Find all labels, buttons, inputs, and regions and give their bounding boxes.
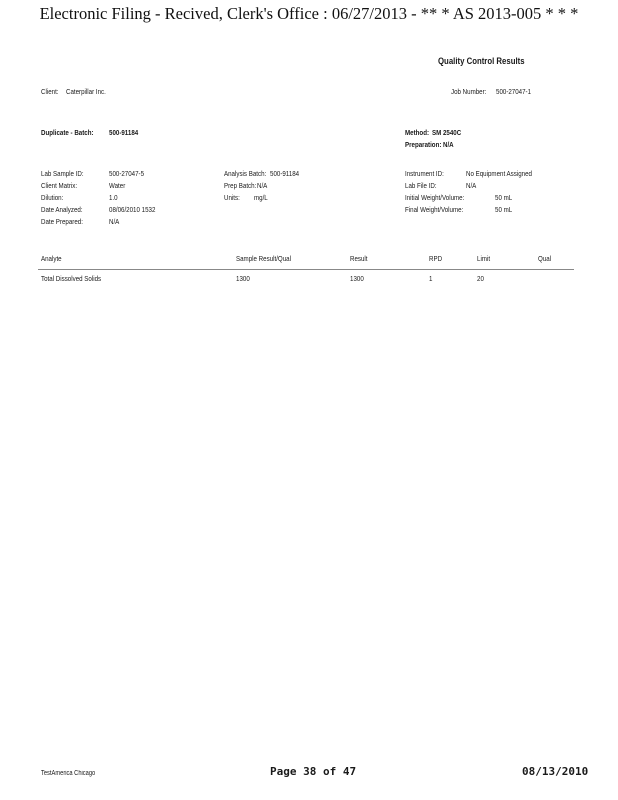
dilution-value: 1.0 xyxy=(109,193,118,202)
dilution-label: Dilution: xyxy=(41,193,64,202)
electronic-filing-header: Electronic Filing - Recived, Clerk's Office : 06/27/2013 - ** * AS 2013-005 * * * xyxy=(39,4,579,23)
cell-analyte: Total Dissolved Solids xyxy=(41,274,102,283)
method-value: SM 2540C xyxy=(432,128,462,137)
cell-limit: 20 xyxy=(477,274,484,283)
date-analyzed-value: 08/06/2010 1532 xyxy=(109,205,156,214)
initial-volume-label: Initial Weight/Volume: xyxy=(405,193,465,202)
prep-batch-label: Prep Batch: xyxy=(224,181,257,190)
final-volume-value: 50 mL xyxy=(495,205,513,214)
job-number-value: 500-27047-1 xyxy=(496,87,532,96)
initial-volume-value: 50 mL xyxy=(495,193,513,202)
footer-lab-name: TestAmerica Chicago xyxy=(41,770,96,777)
client-label: Client: xyxy=(41,87,59,96)
date-prepared-label: Date Prepared: xyxy=(41,217,83,226)
preparation-label: Preparation: xyxy=(405,140,442,149)
header-rpd: RPD xyxy=(429,254,443,263)
method-label: Method: xyxy=(405,128,430,137)
lab-file-id-value: N/A xyxy=(466,181,477,190)
date-prepared-value: N/A xyxy=(109,217,120,226)
units-label: Units: xyxy=(224,193,240,202)
client-value: Caterpillar Inc. xyxy=(66,87,106,96)
instrument-id-label: Instrument ID: xyxy=(405,169,444,178)
header-analyte: Analyte xyxy=(41,254,62,263)
job-number-label: Job Number: xyxy=(451,87,487,96)
batch-label: Duplicate - Batch: xyxy=(41,128,94,137)
header-qual: Qual xyxy=(538,254,552,263)
table-header-rule xyxy=(38,269,574,270)
client-matrix-label: Client Matrix: xyxy=(41,181,78,190)
lab-file-id-label: Lab File ID: xyxy=(405,181,437,190)
instrument-id-value: No Equipment Assigned xyxy=(466,169,532,178)
cell-result: 1300 xyxy=(350,274,364,283)
analysis-batch-value: 500-91184 xyxy=(270,169,300,178)
units-value: mg/L xyxy=(254,193,268,202)
lab-sample-id-label: Lab Sample ID: xyxy=(41,169,84,178)
header-sample-result: Sample Result/Qual xyxy=(236,254,291,263)
batch-value: 500-91184 xyxy=(109,128,139,137)
prep-batch-value: N/A xyxy=(257,181,268,190)
client-matrix-value: Water xyxy=(109,181,126,190)
header-limit: Limit xyxy=(477,254,491,263)
final-volume-label: Final Weight/Volume: xyxy=(405,205,464,214)
footer-date: 08/13/2010 xyxy=(522,765,589,778)
cell-sample-result: 1300 xyxy=(236,274,250,283)
header-result: Result xyxy=(350,254,368,263)
cell-rpd: 1 xyxy=(429,274,433,283)
lab-sample-id-value: 500-27047-5 xyxy=(109,169,145,178)
date-analyzed-label: Date Analyzed: xyxy=(41,205,83,214)
footer-page-number: Page 38 of 47 xyxy=(270,765,357,778)
preparation-value: N/A xyxy=(443,140,454,149)
analysis-batch-label: Analysis Batch: xyxy=(224,169,267,178)
report-title: Quality Control Results xyxy=(438,56,525,67)
